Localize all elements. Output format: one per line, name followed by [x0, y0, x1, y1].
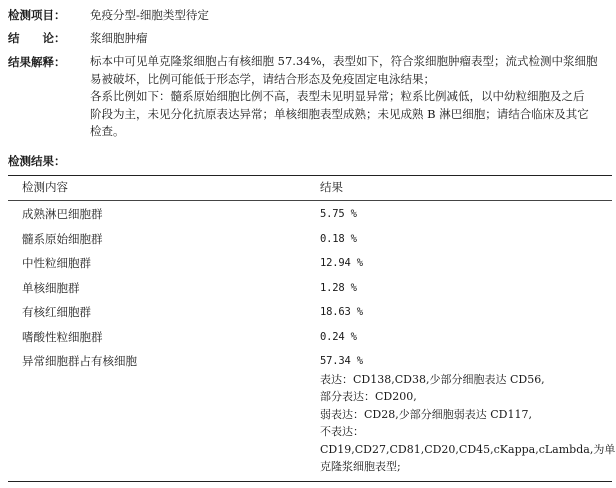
results-title: 检测结果：: [8, 154, 66, 168]
table-row-name: 中性粒细胞群: [22, 256, 91, 270]
table-row-name: 成熟淋巴细胞群: [22, 207, 103, 221]
table-row-result: 0.24 %: [320, 331, 357, 343]
interpretation-line: 检查。: [90, 124, 125, 138]
interpretation-line: 易被破坏，比例可能低于形态学，请结合形态及免疫固定电泳结果；: [90, 71, 435, 86]
phenotype-line: 不表达：: [320, 425, 364, 439]
table-row-result: 1.28 %: [320, 282, 357, 294]
table-row-name: 髓系原始细胞群: [22, 232, 103, 246]
table-row-result: 12.94 %: [320, 257, 363, 269]
interpretation-line: 各系比例如下：髓系原始细胞比例不高，表型未见明显异常；粒系比例减低，以中幼粒细胞及之后: [90, 89, 585, 103]
phenotype-detail: [320, 371, 616, 475]
interpretation-label: 结果解释：: [8, 55, 66, 69]
results-table: [8, 175, 616, 485]
conclusion-value: 浆细胞肿瘤: [90, 31, 148, 45]
interpretation-label-row: [0, 53, 90, 71]
phenotype-line: 克隆浆细胞表型;: [320, 460, 401, 474]
test-item-value: 免疫分型-细胞类型待定: [90, 8, 209, 22]
phenotype-line: 表达：CD138,CD38,少部分细胞表达 CD56,: [320, 373, 545, 386]
table-row-name: 有核红细胞群: [22, 305, 91, 319]
table-row-result: 18.63 %: [320, 306, 363, 318]
interpretation-text: [90, 53, 610, 141]
table-top-rule: [8, 175, 612, 176]
interpretation-line: 标本中可见单克隆浆细胞占有核细胞 57.34%，表型如下，符合浆细胞肿瘤表型；流式检测中浆细胞: [90, 54, 598, 68]
test-item-row: [0, 6, 616, 24]
interpretation-line: 阶段为主，未见分化抗原表达异常；单核细胞表型成熟；未见成熟 B 淋巴细胞；请结合临床及其它: [90, 106, 589, 121]
table-row-result: 5.75 %: [320, 208, 357, 220]
phenotype-line: 弱表达：CD28,少部分细胞弱表达 CD117,: [320, 407, 532, 421]
header-name: 检测内容: [22, 180, 68, 194]
header-result: 结果: [320, 180, 343, 194]
table-header-rule: [8, 200, 612, 201]
conclusion-label: 结 论：: [8, 31, 66, 45]
table-row-result: 57.34 %: [320, 355, 363, 367]
table-row-result: 0.18 %: [320, 233, 357, 245]
phenotype-line: 部分表达：CD200,: [320, 390, 417, 404]
table-row-name: 异常细胞群占有核细胞: [22, 354, 137, 368]
conclusion-row: [0, 29, 616, 47]
test-item-label: 检测项目：: [8, 8, 66, 22]
table-row-name: 单核细胞群: [22, 281, 80, 295]
table-row-name: 嗜酸性粒细胞群: [22, 330, 103, 344]
phenotype-line: CD19,CD27,CD81,CD20,CD45,cKappa,cLambda,为单: [320, 442, 616, 456]
table-bottom-rule: [8, 481, 612, 482]
